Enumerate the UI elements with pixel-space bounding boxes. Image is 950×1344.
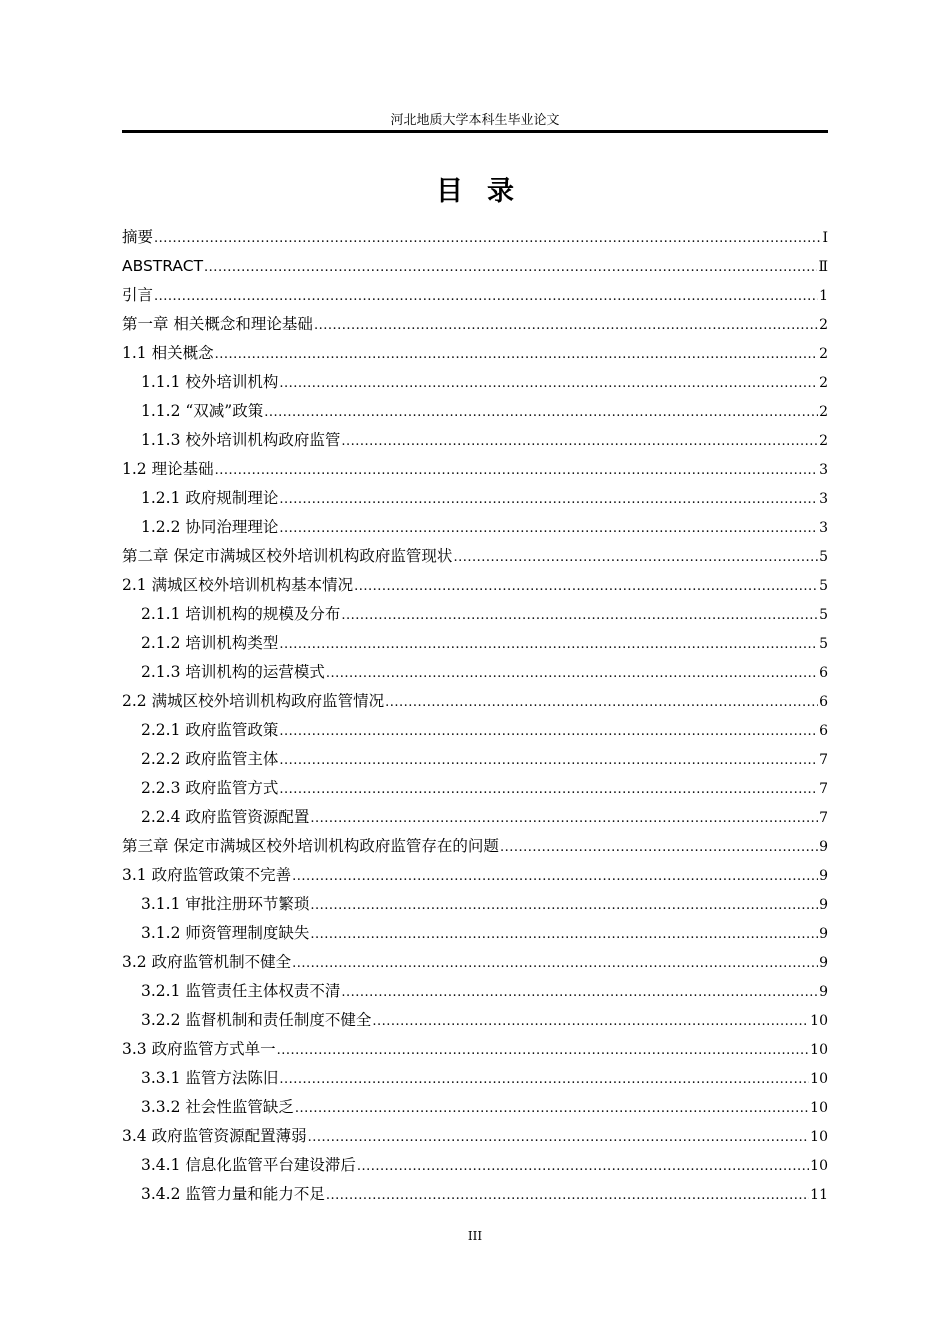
dot-leader <box>204 253 817 282</box>
toc-entry[interactable] <box>122 1151 828 1180</box>
toc-entry-text: 3.4.1 信息化监管平台建设滞后 <box>141 1156 356 1174</box>
toc-entry-page: 10 <box>810 1129 828 1145</box>
toc-entry[interactable] <box>122 1093 828 1122</box>
toc-entry-text: 1.1.1 校外培训机构 <box>141 373 279 391</box>
dot-leader <box>310 891 818 920</box>
toc-entry-text: 2.2.2 政府监管主体 <box>141 750 279 768</box>
toc-entry-page: 9 <box>819 955 828 971</box>
toc-entry-text: 2.2.3 政府监管方式 <box>141 779 279 797</box>
toc-entry-page: 2 <box>819 433 828 449</box>
toc-entry-text: ABSTRACT <box>122 257 204 275</box>
dot-leader <box>215 456 819 485</box>
dot-leader <box>310 920 818 949</box>
dot-leader <box>357 1152 809 1181</box>
toc-entry-text: 第一章 相关概念和理论基础 <box>122 315 313 333</box>
dot-leader <box>372 1007 809 1036</box>
dot-leader <box>264 398 818 427</box>
toc-entry[interactable] <box>122 745 828 774</box>
toc-entry[interactable] <box>122 542 828 571</box>
toc-entry[interactable] <box>122 397 828 426</box>
running-header: 河北地质大学本科生毕业论文 <box>390 113 560 128</box>
toc-entry[interactable] <box>122 310 828 339</box>
toc-title: 目录 <box>436 176 538 207</box>
toc-entry[interactable] <box>122 687 828 716</box>
toc-entry-text: 2.2 满城区校外培训机构政府监管情况 <box>122 692 385 710</box>
toc-entry-page: 2 <box>819 404 828 420</box>
toc-entry-text: 3.1.1 审批注册环节繁琐 <box>141 895 310 913</box>
dot-leader <box>341 978 818 1007</box>
toc-entry[interactable] <box>122 1064 828 1093</box>
header-rule <box>122 130 828 133</box>
toc-entry[interactable] <box>122 1180 828 1209</box>
toc-entry[interactable] <box>122 977 828 1006</box>
toc-entry[interactable] <box>122 948 828 977</box>
dot-leader <box>279 717 818 746</box>
dot-leader <box>215 340 819 369</box>
toc-entry[interactable] <box>122 861 828 890</box>
toc-entry-text: 3.2.1 监管责任主体权责不清 <box>141 982 341 1000</box>
toc-entry-text: 1.1 相关概念 <box>122 344 214 362</box>
page-number: III <box>467 1229 483 1243</box>
toc-entry[interactable] <box>122 571 828 600</box>
dot-leader <box>314 311 818 340</box>
toc-entry[interactable] <box>122 600 828 629</box>
toc-entry[interactable] <box>122 368 828 397</box>
dot-leader <box>385 688 818 717</box>
toc-entry-page: 10 <box>810 1100 828 1116</box>
toc-entry-page: 9 <box>819 839 828 855</box>
toc-entry-page: 6 <box>819 665 828 681</box>
toc-entry-page: 10 <box>810 1158 828 1174</box>
table-of-contents <box>122 223 828 1209</box>
toc-entry-text: 2.1.1 培训机构的规模及分布 <box>141 605 341 623</box>
dot-leader <box>341 601 818 630</box>
toc-entry[interactable] <box>122 1006 828 1035</box>
toc-entry[interactable] <box>122 890 828 919</box>
toc-entry-page: 9 <box>819 984 828 1000</box>
toc-entry-page: 7 <box>819 810 828 826</box>
toc-entry-page: 7 <box>819 752 828 768</box>
toc-entry[interactable] <box>122 803 828 832</box>
dot-leader <box>154 282 818 311</box>
dot-leader <box>279 746 818 775</box>
toc-entry-page: 2 <box>819 346 828 362</box>
toc-entry-page: 5 <box>819 549 828 565</box>
toc-entry-page: 1 <box>819 288 828 304</box>
toc-entry-text: 2.1.2 培训机构类型 <box>141 634 279 652</box>
toc-entry-page: I <box>822 230 828 246</box>
toc-entry[interactable] <box>122 658 828 687</box>
toc-entry-text: 引言 <box>122 286 154 304</box>
toc-entry[interactable] <box>122 513 828 542</box>
dot-leader <box>308 1123 810 1152</box>
toc-entry-text: 1.2.1 政府规制理论 <box>141 489 279 507</box>
toc-entry[interactable] <box>122 629 828 658</box>
dot-leader <box>326 659 818 688</box>
toc-entry[interactable] <box>122 774 828 803</box>
toc-entry-text: 3.4.2 监管力量和能力不足 <box>141 1185 325 1203</box>
toc-entry[interactable] <box>122 339 828 368</box>
toc-entry-page: 10 <box>810 1042 828 1058</box>
toc-entry[interactable] <box>122 426 828 455</box>
toc-entry-page: 11 <box>810 1187 828 1203</box>
toc-entry-page: Ⅱ <box>818 259 828 275</box>
toc-entry-page: 2 <box>819 317 828 333</box>
toc-entry[interactable] <box>122 223 828 252</box>
dot-leader <box>292 949 818 978</box>
toc-entry-text: 第二章 保定市满城区校外培训机构政府监管现状 <box>122 547 453 565</box>
toc-entry-text: 3.4 政府监管资源配置薄弱 <box>122 1127 307 1145</box>
toc-entry-text: 1.2 理论基础 <box>122 460 214 478</box>
toc-entry-page: 5 <box>819 636 828 652</box>
toc-entry-text: 1.1.3 校外培训机构政府监管 <box>141 431 341 449</box>
toc-entry-page: 10 <box>810 1071 828 1087</box>
toc-entry-page: 6 <box>819 694 828 710</box>
dot-leader <box>341 427 818 456</box>
toc-entry-text: 2.1.3 培训机构的运营模式 <box>141 663 325 681</box>
toc-entry-page: 5 <box>819 607 828 623</box>
toc-entry-page: 3 <box>819 491 828 507</box>
toc-entry-text: 摘要 <box>122 228 154 246</box>
toc-entry-text: 2.1 满城区校外培训机构基本情况 <box>122 576 354 594</box>
toc-entry-text: 2.2.4 政府监管资源配置 <box>141 808 310 826</box>
toc-entry-page: 3 <box>819 462 828 478</box>
dot-leader <box>279 369 818 398</box>
toc-entry[interactable] <box>122 484 828 513</box>
toc-entry-page: 9 <box>819 868 828 884</box>
dot-leader <box>279 485 818 514</box>
toc-entry-text: 3.1.2 师资管理制度缺失 <box>141 924 310 942</box>
toc-entry[interactable] <box>122 1035 828 1064</box>
toc-entry-page: 2 <box>819 375 828 391</box>
toc-entry[interactable] <box>122 455 828 484</box>
toc-entry-page: 9 <box>819 897 828 913</box>
dot-leader <box>279 775 818 804</box>
toc-entry-text: 3.2.2 监督机制和责任制度不健全 <box>141 1011 372 1029</box>
toc-entry-text: 第三章 保定市满城区校外培训机构政府监管存在的问题 <box>122 837 499 855</box>
dot-leader <box>295 1094 809 1123</box>
toc-entry[interactable] <box>122 281 828 310</box>
toc-entry-text: 1.1.2 “双减”政策 <box>141 402 264 420</box>
toc-entry-text: 3.1 政府监管政策不完善 <box>122 866 292 884</box>
toc-entry-page: 10 <box>810 1013 828 1029</box>
toc-entry[interactable] <box>122 252 828 281</box>
toc-entry[interactable] <box>122 1122 828 1151</box>
dot-leader <box>279 1065 809 1094</box>
toc-entry-page: 3 <box>819 520 828 536</box>
dot-leader <box>154 224 821 253</box>
toc-entry-page: 6 <box>819 723 828 739</box>
dot-leader <box>354 572 818 601</box>
dot-leader <box>310 804 818 833</box>
toc-entry-text: 3.3.1 监管方法陈旧 <box>141 1069 279 1087</box>
dot-leader <box>277 1036 810 1065</box>
dot-leader <box>453 543 818 572</box>
toc-entry-page: 5 <box>819 578 828 594</box>
dot-leader <box>279 514 818 543</box>
dot-leader <box>500 833 818 862</box>
toc-entry[interactable] <box>122 716 828 745</box>
toc-entry-text: 1.2.2 协同治理理论 <box>141 518 279 536</box>
toc-entry-text: 2.2.1 政府监管政策 <box>141 721 279 739</box>
toc-entry-text: 3.3.2 社会性监管缺乏 <box>141 1098 294 1116</box>
toc-entry-text: 3.3 政府监管方式单一 <box>122 1040 276 1058</box>
dot-leader <box>292 862 818 891</box>
toc-entry-page: 7 <box>819 781 828 797</box>
toc-entry-page: 9 <box>819 926 828 942</box>
dot-leader <box>279 630 818 659</box>
toc-entry-text: 3.2 政府监管机制不健全 <box>122 953 292 971</box>
toc-entry[interactable] <box>122 832 828 861</box>
toc-entry[interactable] <box>122 919 828 948</box>
dot-leader <box>326 1181 809 1210</box>
